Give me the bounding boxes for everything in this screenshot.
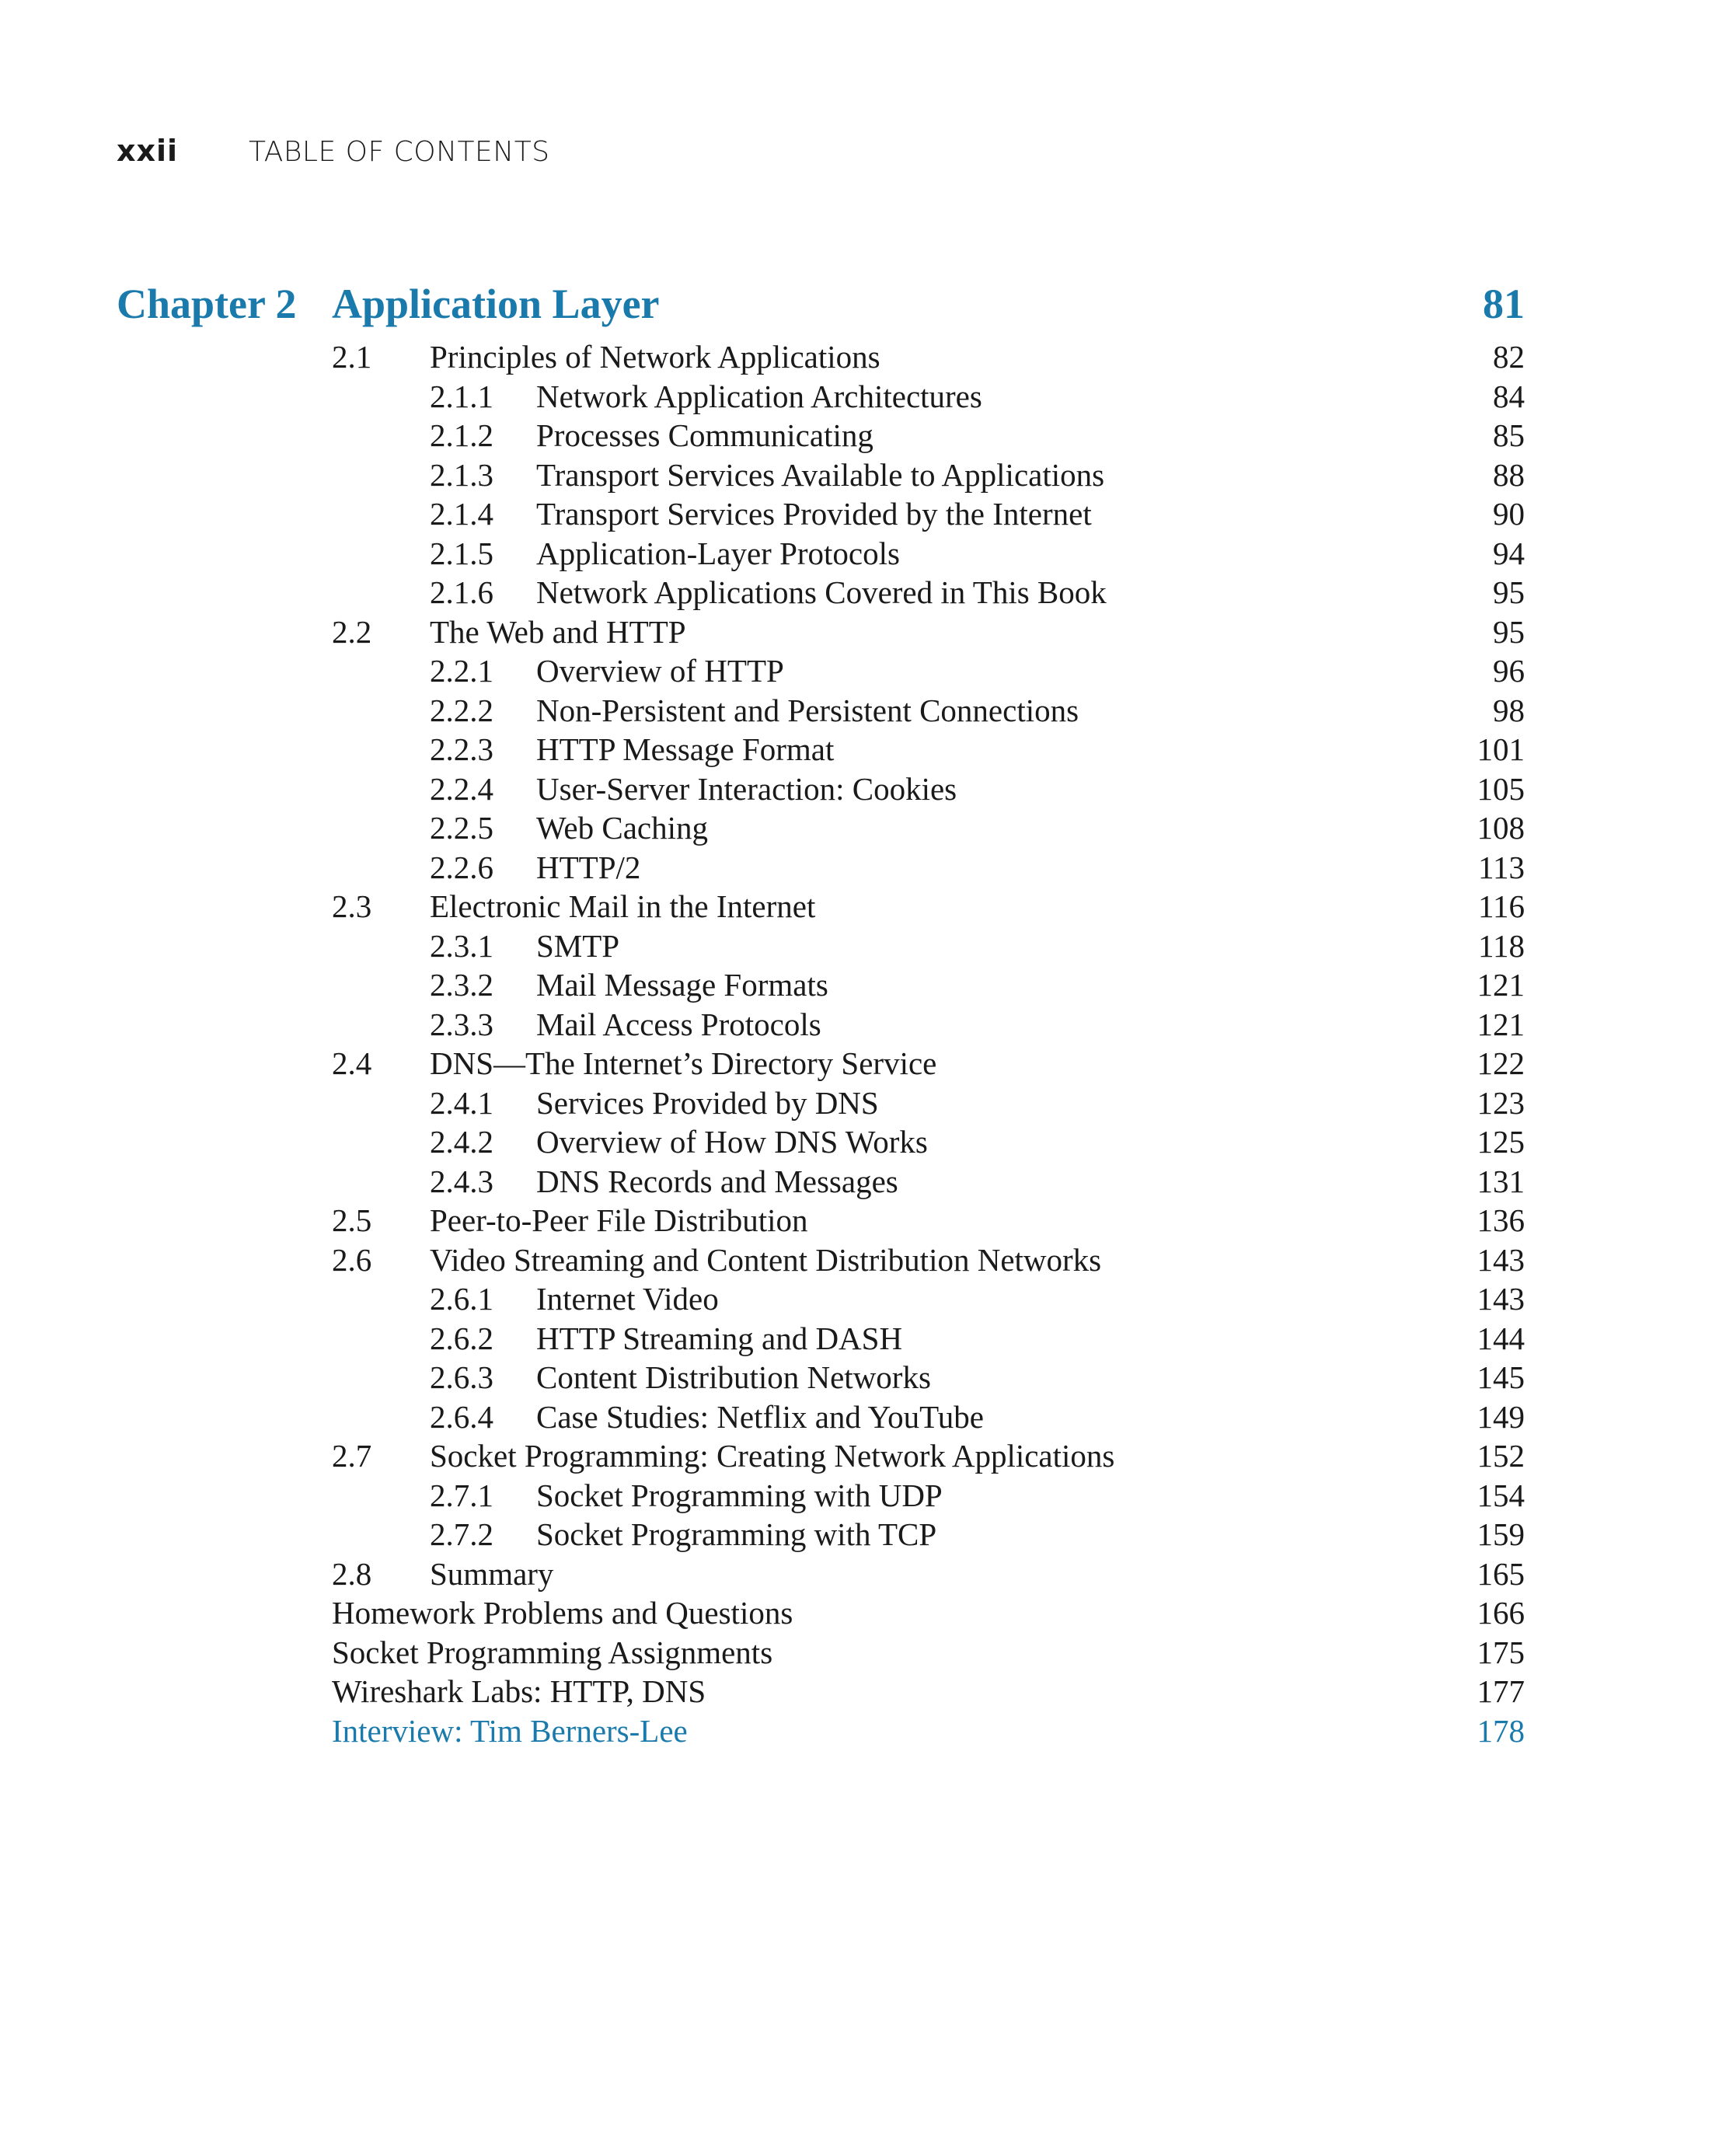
entry-page-number: 116	[1478, 888, 1525, 924]
entry-page-number: 143	[1477, 1241, 1525, 1278]
toc-subsection-entry[interactable]	[117, 965, 1525, 1005]
entry-number: 2.2.6	[430, 849, 493, 885]
entry-page-number: 85	[1493, 417, 1525, 453]
entry-title: Web Caching	[536, 810, 708, 846]
entry-page-number: 166	[1477, 1595, 1525, 1631]
entry-page-number: 143	[1477, 1281, 1525, 1317]
entry-page-number: 84	[1493, 378, 1525, 414]
toc-subsection-entry[interactable]	[117, 377, 1525, 417]
entry-title: Interview: Tim Berners-Lee	[332, 1712, 688, 1749]
toc-subsection-entry[interactable]	[117, 1476, 1525, 1516]
entry-page-number: 121	[1477, 1006, 1525, 1042]
toc-subsection-entry[interactable]	[117, 926, 1525, 966]
entry-title: SMTP	[536, 927, 620, 964]
toc-subsection-entry[interactable]	[117, 848, 1525, 888]
entry-number: 2.4.3	[430, 1163, 493, 1199]
entry-title: The Web and HTTP	[430, 613, 686, 650]
entry-title: Network Application Architectures	[536, 378, 982, 414]
entry-page-number: 177	[1477, 1673, 1525, 1709]
entry-title: Case Studies: Netflix and YouTube	[536, 1398, 984, 1435]
entry-title: Peer-to-Peer File Distribution	[430, 1202, 808, 1238]
entry-page-number: 149	[1477, 1398, 1525, 1435]
entry-title: HTTP/2	[536, 849, 641, 885]
chapter-title: Application Layer	[332, 281, 660, 327]
entry-title: Wireshark Labs: HTTP, DNS	[332, 1673, 706, 1709]
entry-page-number: 136	[1477, 1202, 1525, 1238]
entry-number: 2.4.2	[430, 1124, 493, 1160]
entry-title: Socket Programming Assignments	[332, 1634, 773, 1670]
entry-number: 2.6.2	[430, 1320, 493, 1356]
entry-page-number: 95	[1493, 613, 1525, 650]
entry-number: 2.6.4	[430, 1398, 493, 1435]
entry-title: DNS—The Internet’s Directory Service	[430, 1045, 937, 1081]
entry-number: 2.6	[332, 1241, 372, 1278]
toc-subsection-entry[interactable]	[117, 691, 1525, 731]
entry-number: 2.1.6	[430, 574, 493, 610]
entry-title: DNS Records and Messages	[536, 1163, 898, 1199]
entry-title: Mail Message Formats	[536, 967, 828, 1003]
toc-subsection-entry[interactable]	[117, 534, 1525, 574]
toc-section-entry[interactable]	[117, 1436, 1525, 1476]
entry-page-number: 165	[1477, 1555, 1525, 1592]
entry-page-number: 178	[1477, 1712, 1525, 1749]
entry-page-number: 96	[1493, 653, 1525, 689]
toc-backmatter-entry[interactable]	[117, 1711, 1525, 1751]
entry-page-number: 94	[1493, 535, 1525, 571]
entry-number: 2.2.4	[430, 770, 493, 807]
entry-title: Mail Access Protocols	[536, 1006, 821, 1042]
entry-title: HTTP Streaming and DASH	[536, 1320, 903, 1356]
entry-number: 2.3.3	[430, 1006, 493, 1042]
toc-subsection-entry[interactable]	[117, 730, 1525, 769]
entry-title: Content Distribution Networks	[536, 1359, 931, 1395]
toc-subsection-entry[interactable]	[117, 1279, 1525, 1319]
entry-number: 2.4.1	[430, 1084, 493, 1121]
entry-title: Overview of HTTP	[536, 653, 784, 689]
toc-backmatter-entry[interactable]	[117, 1672, 1525, 1711]
entry-title: HTTP Message Format	[536, 731, 835, 767]
toc-backmatter-entry[interactable]	[117, 1593, 1525, 1633]
toc-subsection-entry[interactable]	[117, 416, 1525, 455]
entry-number: 2.1	[332, 339, 372, 375]
entry-title: Socket Programming: Creating Network Applications	[430, 1438, 1115, 1474]
entry-number: 2.4	[332, 1045, 372, 1081]
entry-page-number: 131	[1477, 1163, 1525, 1199]
toc-subsection-entry[interactable]	[117, 1319, 1525, 1359]
entry-page-number: 154	[1477, 1477, 1525, 1513]
entry-page-number: 125	[1477, 1124, 1525, 1160]
toc-section-entry[interactable]	[117, 887, 1525, 926]
toc-subsection-entry[interactable]	[117, 494, 1525, 534]
toc-subsection-entry[interactable]	[117, 573, 1525, 612]
entry-page-number: 82	[1493, 339, 1525, 375]
entry-title: Processes Communicating	[536, 417, 873, 453]
entry-page-number: 108	[1477, 810, 1525, 846]
entry-page-number: 175	[1477, 1634, 1525, 1670]
entry-page-number: 123	[1477, 1084, 1525, 1121]
entry-page-number: 88	[1493, 456, 1525, 493]
chapter-heading	[117, 280, 1525, 328]
entry-number: 2.7.2	[430, 1516, 493, 1552]
running-title: TABLE OF CONTENTS	[249, 136, 550, 168]
toc-section-entry[interactable]	[117, 337, 1525, 377]
entry-title: Video Streaming and Content Distribution Networks	[430, 1241, 1102, 1278]
entry-number: 2.7.1	[430, 1477, 493, 1513]
toc-section-entry[interactable]	[117, 1554, 1525, 1594]
entry-title: Transport Services Available to Applications	[536, 456, 1105, 493]
toc-subsection-entry[interactable]	[117, 1515, 1525, 1554]
toc-subsection-entry[interactable]	[117, 455, 1525, 495]
toc-subsection-entry[interactable]	[117, 1005, 1525, 1045]
toc-section-entry[interactable]	[117, 612, 1525, 652]
toc-backmatter-entry[interactable]	[117, 1633, 1525, 1673]
toc-section-entry[interactable]	[117, 1240, 1525, 1280]
entry-title: User-Server Interaction: Cookies	[536, 770, 957, 807]
entry-title: Internet Video	[536, 1281, 719, 1317]
entry-number: 2.2.5	[430, 810, 493, 846]
toc-subsection-entry[interactable]	[117, 1162, 1525, 1202]
entry-number: 2.2.1	[430, 653, 493, 689]
entry-page-number: 145	[1477, 1359, 1525, 1395]
entry-page-number: 152	[1477, 1438, 1525, 1474]
entry-number: 2.2	[332, 613, 372, 650]
toc-section-entry[interactable]	[117, 1044, 1525, 1083]
chapter-page: 81	[1483, 281, 1525, 327]
entry-page-number: 98	[1493, 692, 1525, 728]
entry-title: Network Applications Covered in This Book	[536, 574, 1107, 610]
entry-page-number: 101	[1477, 731, 1525, 767]
entry-number: 2.1.2	[430, 417, 493, 453]
toc-subsection-entry[interactable]	[117, 1397, 1525, 1437]
entry-title: Non-Persistent and Persistent Connections	[536, 692, 1079, 728]
entry-page-number: 122	[1477, 1045, 1525, 1081]
entry-title: Summary	[430, 1555, 554, 1592]
entry-number: 2.2.3	[430, 731, 493, 767]
toc-subsection-entry[interactable]	[117, 1083, 1525, 1123]
entry-page-number: 105	[1477, 770, 1525, 807]
page-folio: xxii	[117, 134, 179, 168]
entry-number: 2.7	[332, 1438, 372, 1474]
entry-title: Socket Programming with UDP	[536, 1477, 943, 1513]
entry-page-number: 121	[1477, 967, 1525, 1003]
toc-subsection-entry[interactable]	[117, 651, 1525, 691]
toc-list	[117, 337, 1525, 1750]
entry-number: 2.6.3	[430, 1359, 493, 1395]
entry-number: 2.6.1	[430, 1281, 493, 1317]
entry-title: Socket Programming with TCP	[536, 1516, 937, 1552]
entry-page-number: 90	[1493, 496, 1525, 532]
entry-number: 2.5	[332, 1202, 372, 1238]
entry-page-number: 95	[1493, 574, 1525, 610]
entry-number: 2.1.5	[430, 535, 493, 571]
entry-title: Services Provided by DNS	[536, 1084, 879, 1121]
entry-page-number: 144	[1477, 1320, 1525, 1356]
entry-title: Overview of How DNS Works	[536, 1124, 928, 1160]
entry-title: Homework Problems and Questions	[332, 1595, 793, 1631]
entry-number: 2.1.1	[430, 378, 493, 414]
entry-number: 2.2.2	[430, 692, 493, 728]
toc-subsection-entry[interactable]	[117, 1122, 1525, 1162]
entry-page-number: 159	[1477, 1516, 1525, 1552]
entry-title: Application-Layer Protocols	[536, 535, 900, 571]
entry-title: Transport Services Provided by the Internet	[536, 496, 1092, 532]
entry-page-number: 113	[1478, 849, 1525, 885]
entry-title: Principles of Network Applications	[430, 339, 880, 375]
toc-section-entry[interactable]	[117, 1201, 1525, 1240]
toc-subsection-entry[interactable]	[117, 769, 1525, 809]
chapter-label: Chapter 2	[117, 281, 297, 327]
toc-subsection-entry[interactable]	[117, 1358, 1525, 1397]
entry-number: 2.3.1	[430, 927, 493, 964]
entry-number: 2.1.3	[430, 456, 493, 493]
entry-number: 2.3	[332, 888, 372, 924]
toc-subsection-entry[interactable]	[117, 808, 1525, 848]
entry-number: 2.3.2	[430, 967, 493, 1003]
entry-number: 2.8	[332, 1555, 372, 1592]
entry-number: 2.1.4	[430, 496, 493, 532]
entry-page-number: 118	[1478, 927, 1525, 964]
entry-title: Electronic Mail in the Internet	[430, 888, 816, 924]
running-head	[117, 134, 550, 180]
